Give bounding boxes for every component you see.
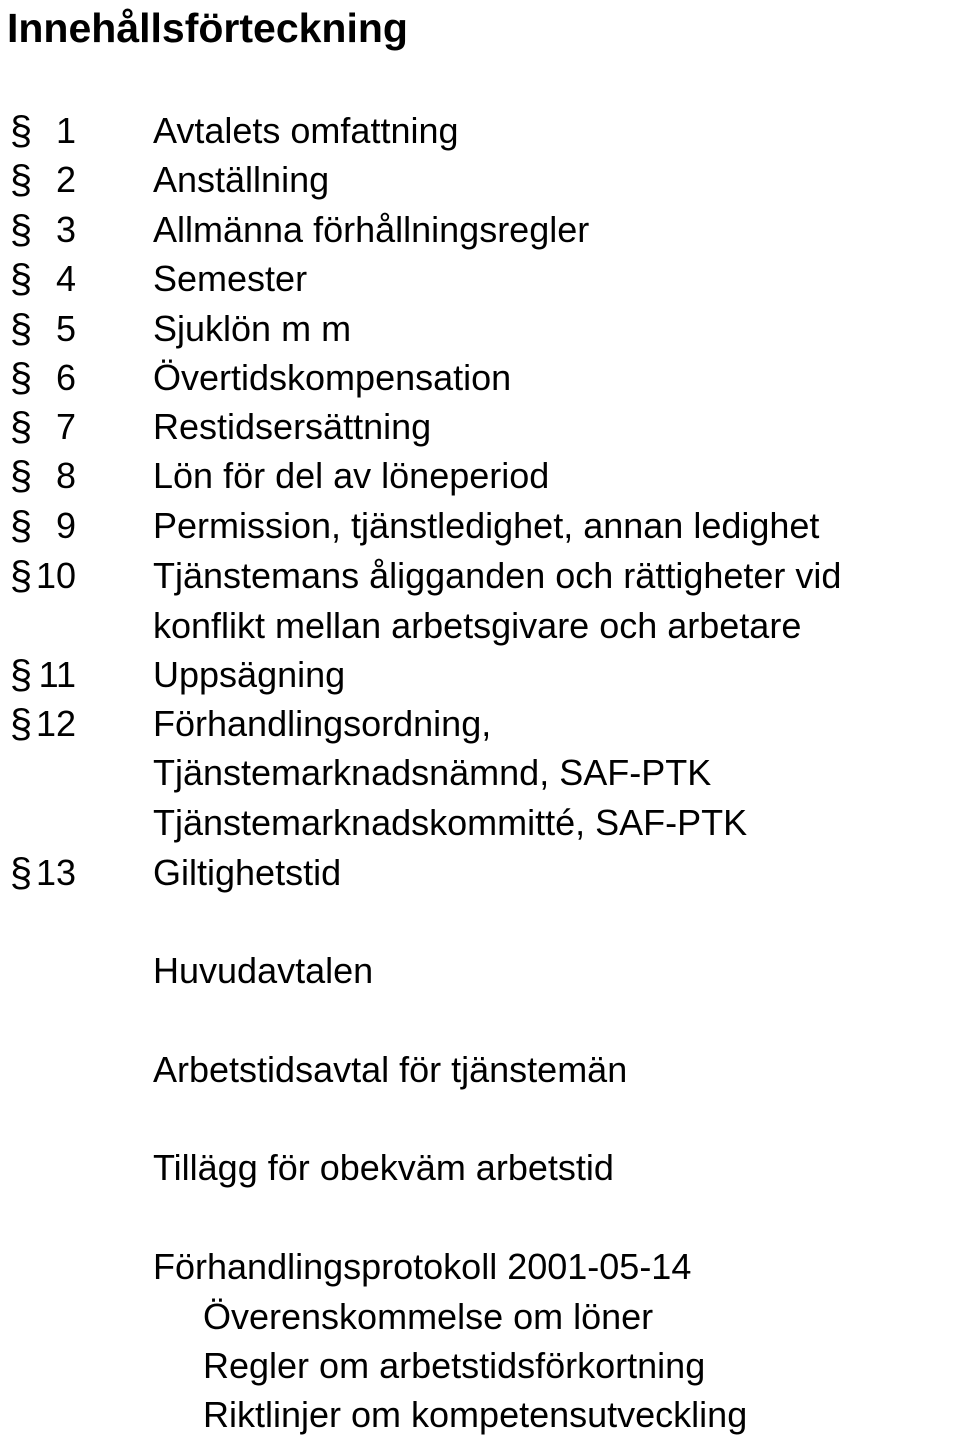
toc-label: Uppsägning: [153, 654, 346, 695]
section-sign-icon: §: [9, 653, 33, 697]
toc-number: 11: [38, 654, 76, 695]
appendix-huvudavtalen: Huvudavtalen: [153, 950, 374, 991]
toc-label-continuation: Tjänstemarknadskommitté, SAF-PTK: [153, 802, 748, 843]
section-sign-icon: §: [9, 454, 33, 498]
section-sign-icon: §: [9, 257, 33, 301]
appendix-arbetstidsavtal: Arbetstidsavtal för tjänstemän: [153, 1049, 628, 1090]
toc-label: Förhandlingsordning,: [153, 703, 492, 744]
toc-label: Restidsersättning: [153, 406, 432, 447]
section-sign-icon: §: [9, 702, 33, 746]
section-sign-icon: §: [9, 307, 33, 351]
toc-number: 2: [55, 159, 76, 200]
toc-number: 10: [35, 555, 76, 596]
page-title: Innehållsförteckning: [7, 5, 408, 51]
toc-label: Avtalets omfattning: [153, 110, 459, 151]
section-sign-icon: §: [9, 554, 33, 598]
section-sign-icon: §: [9, 109, 33, 153]
toc-label: Övertidskompensation: [153, 357, 512, 398]
section-sign-icon: §: [9, 504, 33, 548]
toc-number: 4: [55, 258, 76, 299]
toc-number: 3: [55, 209, 76, 250]
toc-number: 1: [55, 110, 76, 151]
toc-number: 5: [55, 308, 76, 349]
toc-label: Tjänstemans åligganden och rättigheter vid: [153, 555, 842, 596]
toc-label: Lön för del av löneperiod: [153, 455, 550, 496]
section-sign-icon: §: [9, 405, 33, 449]
toc-label: Sjuklön m m: [153, 308, 352, 349]
appendix-forhandlingsprotokoll: Förhandlingsprotokoll 2001-05-14: [153, 1246, 692, 1287]
section-sign-icon: §: [9, 356, 33, 400]
toc-number: 6: [55, 357, 76, 398]
toc-number: 12: [35, 703, 76, 744]
section-sign-icon: §: [9, 851, 33, 895]
protokoll-item: Regler om arbetstidsförkortning: [203, 1345, 706, 1386]
toc-label: Anställning: [153, 159, 330, 200]
toc-number: 13: [35, 852, 76, 893]
appendix-tillagg: Tillägg för obekväm arbetstid: [153, 1147, 614, 1188]
toc-number: 9: [55, 505, 76, 546]
section-sign-icon: §: [9, 208, 33, 252]
toc-label: Permission, tjänstledighet, annan ledighet: [153, 505, 820, 546]
toc-label: Giltighetstid: [153, 852, 342, 893]
section-sign-icon: §: [9, 158, 33, 202]
toc-label-continuation: Tjänstemarknadsnämnd, SAF-PTK: [153, 752, 712, 793]
protokoll-item: Riktlinjer om kompetensutveckling: [203, 1394, 748, 1435]
toc-label-continuation: konflikt mellan arbetsgivare och arbetare: [153, 605, 802, 646]
protokoll-item: Överenskommelse om löner: [203, 1296, 654, 1337]
toc-label: Allmänna förhållningsregler: [153, 209, 590, 250]
toc-number: 7: [55, 406, 76, 447]
toc-label: Semester: [153, 258, 308, 299]
toc-number: 8: [55, 455, 76, 496]
